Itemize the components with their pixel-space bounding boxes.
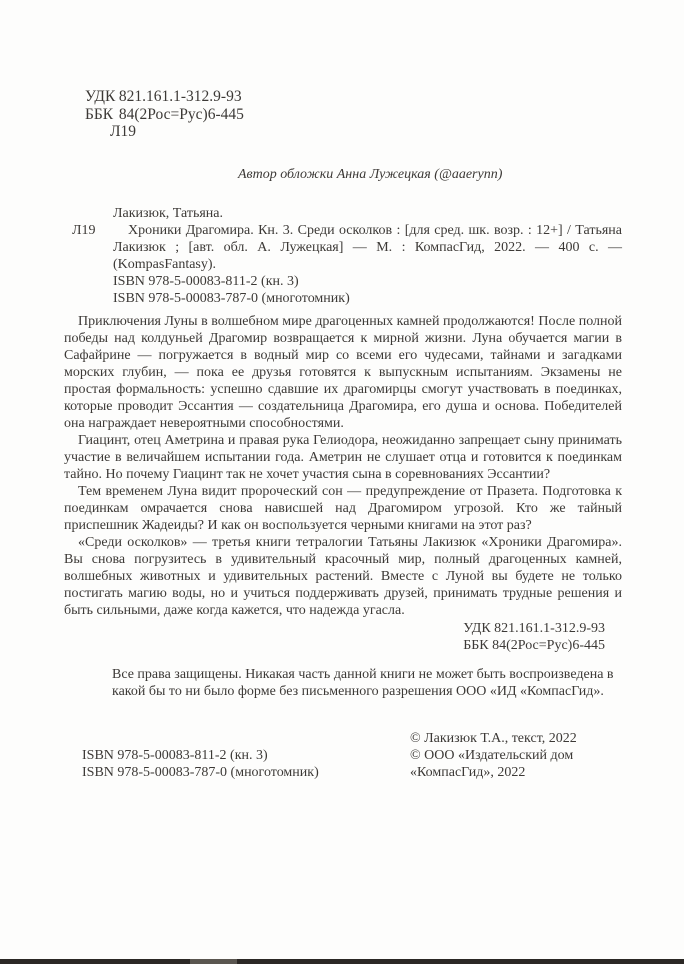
bbk-value: 84(2Рос=Рус)6-445 [118,105,244,123]
bib-author-code: Л19 [72,222,96,238]
copyright-column [410,730,684,781]
copyright-author-line: © Лакизюк Т.А., текст, 2022 [410,730,577,746]
author-code: Л19 [110,123,137,140]
isbn-book-line: ISBN 978-5-00083-811-2 (кн. 3) [113,273,299,289]
isbn-set-line: ISBN 978-5-00083-787-0 (многотомник) [113,290,350,306]
bib-author-heading: Лакизюк, Татьяна. [113,205,223,221]
page-bottom-edge [0,959,684,964]
rights-notice: Все права защищены. Никакая часть данной книги не может быть воспроизведена в какой бы то ни было форме без письменного разрешения ООО «ИД «КомпасГид». [112,666,614,699]
classification-block [85,88,684,141]
page-bottom-edge-highlight [190,959,237,964]
imprint-footer [82,730,684,781]
udk-label: УДК [85,88,116,105]
annotation-text [64,313,622,619]
annotation-paragraph: Приключения Луны в волшебном мире драгоценных камней продолжаются! После полной победы над колдуньей Драгомир возвращается к мирной жизни. Луна обучается магии в Сафайрине — погружается в водный мир со всеми его чудесами, тайнами и загадками морских глубин, — пока ее друзья готовятся к выпускным испытаниям. Экзамены не простая формальность: успешно сдавшие их драгомирцы смогут участвовать в поединках, которые проводит Эссантия — создательница Драгомира, его душа и основа. Победителей она награждает невероятными способностями. [64,313,622,431]
annotation-paragraph: Гиацинт, отец Аметрина и правая рука Гелиодора, неожиданно запрещает сыну принимать участие в величайшем испытании года. Аметрин не слушает отца и готовится к поединкам тайно. Но почему Гиацинт так не хочет участия сына в соревнованиях Эссантии? [64,432,622,482]
bbk-label: ББК [85,105,114,123]
bib-entry-text: Хроники Драгомира. Кн. 3. Среди осколков : [для сред. шк. возр. : 12+] / Татьяна Лакизюк ; [авт. обл. А. Лужецкая] — М. : КомпасГид, 2022. — 400 с. — (KompasFantasy). [113,222,622,272]
bibliographic-record [72,205,622,307]
copyright-publisher-line2: «КомпасГид», 2022 [410,764,526,780]
udk-footer-line: УДК 821.161.1-312.9-93 [463,620,605,636]
isbn-set-footer-line: ISBN 978-5-00083-787-0 (многотомник) [82,764,319,780]
bib-entry [72,222,622,273]
author-code-line [85,123,684,141]
udk-value: 821.161.1-312.9-93 [118,88,242,105]
copyright-publisher-line: © ООО «Издательский дом [410,747,574,763]
annotation-paragraph: Тем временем Луна видит пророческий сон — предупреждение от Празета. Подготовка к поединкам омрачается снова нависшей над Драгомиром угрозой. Кто же тайный приспешник Жадеиды? И как он воспользуется черными книгами на этот раз? [64,483,622,533]
bbk-line [85,106,684,124]
cover-author-credit: Автор обложки Анна Лужецкая (@aaerynn) [238,166,503,182]
annotation-paragraph: «Среди осколков» — третья книги тетралогии Татьяны Лакизюк «Хроники Драгомира». Вы снова погрузитесь в удивительный красочный мир, полный драгоценных камней, волшебных животных и удивительных растений. Вместе с Луной вы будете не только постигать магию воды, но и учиться поддерживать друзей, принимать трудные решения и быть сильными, даже когда кажется, что надежда угасла. [64,534,622,618]
isbn-book-footer-line: ISBN 978-5-00083-811-2 (кн. 3) [82,747,268,763]
udk-line [85,88,684,106]
bbk-footer-line: ББК 84(2Рос=Рус)6-445 [463,637,605,653]
isbn-column [82,730,410,781]
classification-footer [64,620,605,654]
